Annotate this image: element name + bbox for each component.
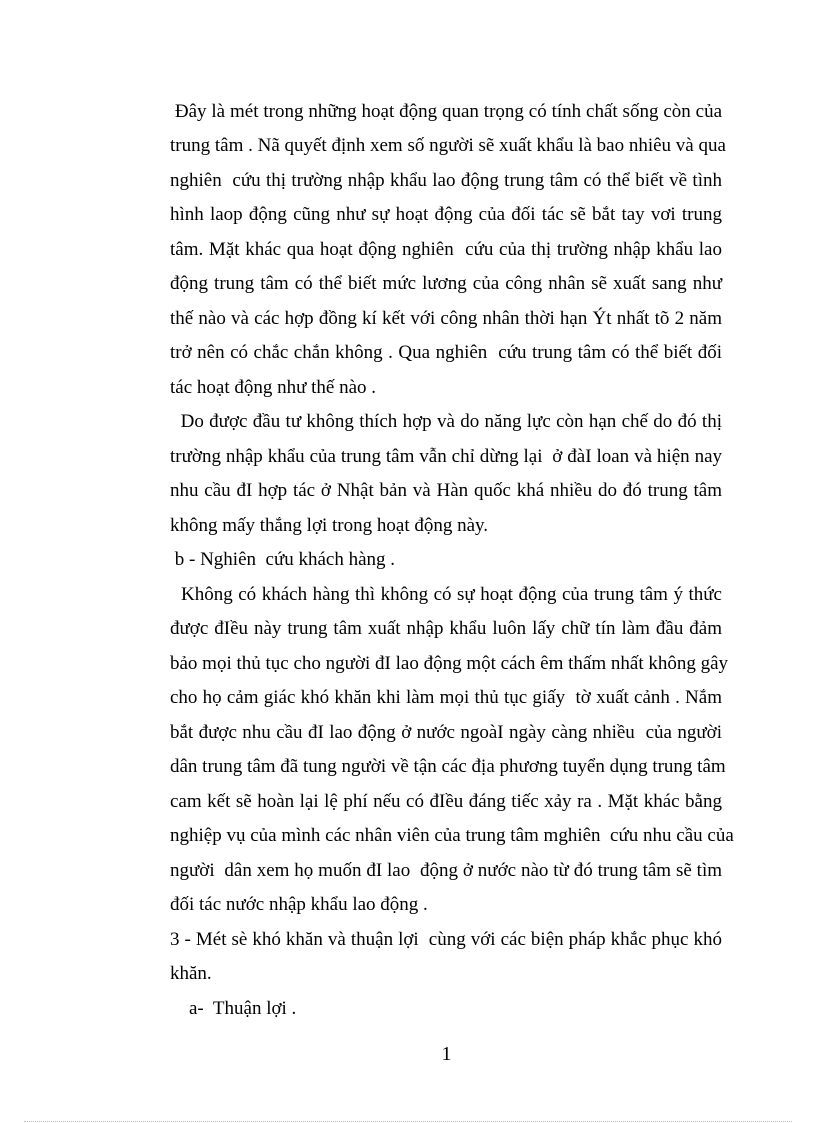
text-line: bảo mọi thủ tục cho người đI lao động một cách êm thấm nhất không gây (170, 653, 729, 674)
page-number: 1 (441, 1043, 452, 1065)
text-line: Không có khách hàng thì không có sự hoạt động của trung tâm ý thức (170, 584, 722, 605)
text-line: tâm. Mặt khác qua hoạt động nghiên cứu của thị trường nhập khẩu lao (170, 239, 722, 260)
text-line: hình laop động cũng như sự hoạt động của đối tác sẽ bắt tay vơi trung (170, 204, 722, 225)
text-line: trở nên có chắc chắn không . Qua nghiên cứu trung tâm có thể biết đối (170, 342, 722, 363)
section-heading: khăn. (170, 963, 212, 984)
subsection-heading: a- Thuận lợi . (170, 998, 297, 1019)
text-line: trung tâm . Nã quyết định xem số người sẽ xuất khẩu là bao nhiêu và qua (170, 135, 726, 156)
text-line: cam kết sẽ hoàn lại lệ phí nếu có đIều đáng tiếc xảy ra . Mặt khác bằng (170, 791, 722, 812)
text-line: nghiệp vụ của mình các nhân viên của trung tâm mghiên cứu nhu cầu của (170, 825, 734, 846)
text-line: người dân xem họ muốn đI lao động ở nước nào từ đó trung tâm sẽ tìm (170, 860, 722, 881)
text-line: nhu cầu đI hợp tác ở Nhật bản và Hàn quốc khá nhiều do đó trung tâm (170, 480, 722, 501)
page-divider (24, 1121, 792, 1122)
section-heading: 3 - Mét sè khó khăn và thuận lợi cùng với các biện pháp khắc phục khó (170, 929, 722, 950)
text-line: Do được đầu tư không thích hợp và do năng lực còn hạn chế do đó thị (170, 411, 722, 432)
section-heading: b - Nghiên cứu khách hàng . (170, 549, 396, 570)
text-line: dân trung tâm đã tung người về tận các địa phương tuyển dụng trung tâm (170, 756, 726, 777)
text-line: nghiên cứu thị trường nhập khẩu lao động trung tâm có thể biết về tình (170, 170, 722, 191)
text-line: động trung tâm có thể biết mức lương của công nhân sẽ xuất sang như (170, 273, 722, 294)
text-line: bắt được nhu cầu đI lao động ở nước ngoàI ngày càng nhiều của người (170, 722, 722, 743)
text-line: Đây là mét trong những hoạt động quan trọng có tính chất sống còn của (170, 101, 722, 122)
text-line: cho họ cảm giác khó khăn khi làm mọi thủ tục giấy tờ xuất cảnh . Nắm (170, 687, 722, 708)
text-line: trường nhập khẩu của trung tâm vẫn chỉ dừng lại ở đàI loan và hiện nay (170, 446, 722, 467)
text-line: được đIều này trung tâm xuất nhập khẩu luôn lấy chữ tín làm đầu đảm (170, 618, 722, 639)
text-line: tác hoạt động như thế nào . (170, 377, 377, 398)
text-line: thế nào và các hợp đồng kí kết với công nhân thời hạn Ýt nhất tõ 2 năm (170, 308, 722, 329)
text-line: đối tác nước nhập khẩu lao động . (170, 894, 428, 915)
text-line: không mấy thắng lợi trong hoạt động này. (170, 515, 489, 536)
